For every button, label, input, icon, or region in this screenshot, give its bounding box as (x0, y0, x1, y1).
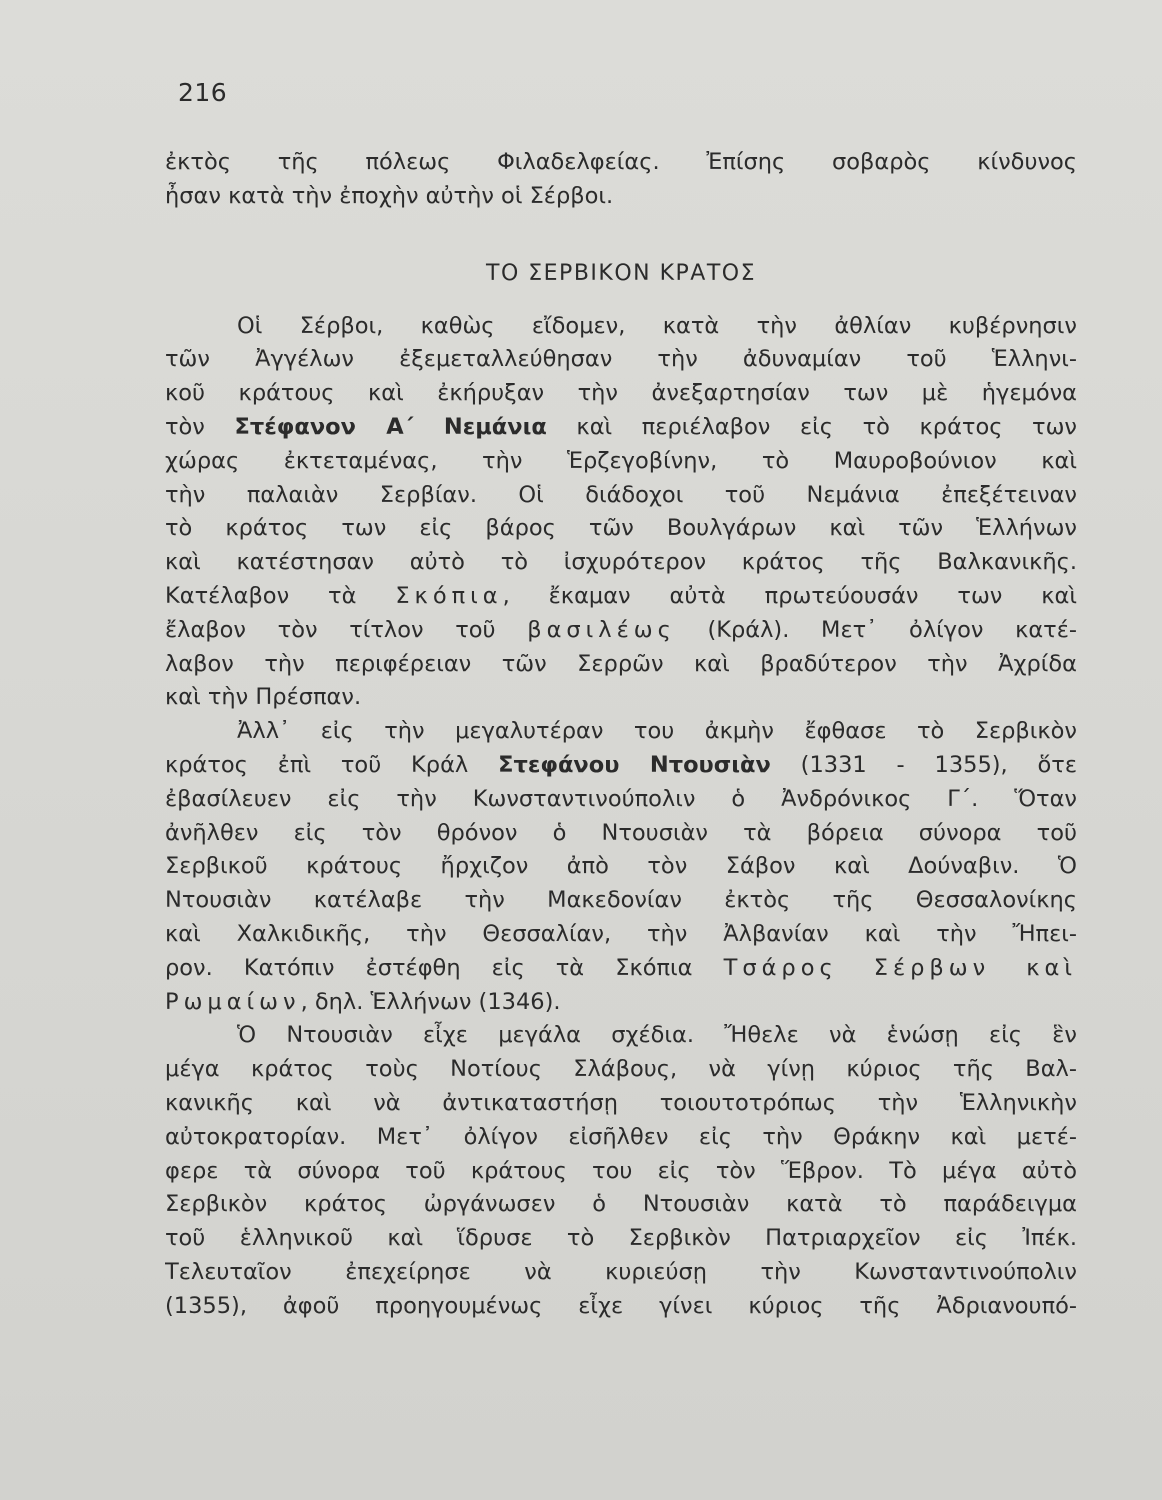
text-fragment: καὶ περιέλαβον εἰς τὸ κράτος των (546, 413, 1077, 440)
text-line: Σερβικὸν κράτος ὠργάνωσεν ὁ Ντουσιὰν κατὰ τὸ παράδειγμα (165, 1191, 1077, 1218)
text-fragment: κράτος ἐπὶ τοῦ Κράλ (165, 751, 499, 778)
text-fragment: (1331 - 1355), ὅτε (770, 751, 1077, 778)
text-fragment: ρον. Κατόπιν ἐστέφθη εἰς τὰ Σκόπια (165, 954, 724, 981)
text-line: Ἀλλ᾽ εἰς τὴν μεγαλυτέραν του ἀκμὴν ἔφθασε τὸ Σερβικὸν (237, 718, 1077, 745)
bold-name: Στέφανον Α΄ Νεμάνια (234, 413, 547, 440)
text-line: ἦσαν κατὰ τὴν ἐποχὴν αὐτὴν οἱ Σέρβοι. (165, 182, 614, 209)
text-line: αὐτοκρατορίαν. Μετ᾽ ὀλίγον εἰσῆλθεν εἰς τὴν Θράκην καὶ μετέ- (165, 1123, 1077, 1150)
text-fragment: τὸν (165, 413, 235, 440)
text-line: τὴν παλαιὰν Σερβίαν. Οἱ διάδοχοι τοῦ Νεμάνια ἐπεξέτειναν (165, 481, 1077, 508)
spaced-word: Ρωμαίων (165, 988, 301, 1015)
text-line: (1355), ἀφοῦ προηγουμένως εἶχε γίνει κύριος τῆς Ἀδριανουπό- (165, 1292, 1077, 1319)
text-fragment: , δηλ. Ἑλλήνων (1346). (300, 988, 561, 1015)
text-line: Οἱ Σέρβοι, καθὼς εἴδομεν, κατὰ τὴν ἀθλίαν κυβέρνησιν (237, 312, 1077, 339)
text-line: Σερβικοῦ κράτους ἤρχιζον ἀπὸ τὸν Σάβον καὶ Δούναβιν. Ὁ (165, 853, 1077, 880)
text-fragment: (Κράλ). Μετ᾽ ὀλίγον κατέ- (675, 616, 1077, 643)
text-line (165, 580, 1077, 614)
text-line: Ὁ Ντουσιὰν εἶχε μεγάλα σχέδια. Ἤθελε νὰ ἑνώσῃ εἰς ἓν (237, 1022, 1077, 1049)
page-number: 216 (178, 78, 228, 107)
text-line: λαβον τὴν περιφέρειαν τῶν Σερρῶν καὶ βραδύτερον τὴν Ἀχρίδα (165, 650, 1077, 677)
spaced-word: βασιλέως (527, 616, 676, 643)
text-line: καὶ κατέστησαν αὐτὸ τὸ ἰσχυρότερον κράτος τῆς Βαλκανικῆς. (165, 549, 1077, 576)
text-line: καὶ Χαλκιδικῆς, τὴν Θεσσαλίαν, τὴν Ἀλβανίαν καὶ τὴν Ἤπει- (165, 920, 1077, 947)
text-line: μέγα κράτος τοὺς Νοτίους Σλάβους, νὰ γίνῃ κύριος τῆς Βαλ- (165, 1056, 1077, 1083)
spaced-word: Σκόπια (395, 582, 503, 609)
text-line: Τελευταῖον ἐπεχείρησε νὰ κυριεύσῃ τὴν Κωνσταντινούπολιν (165, 1258, 1077, 1285)
text-line: Ντουσιὰν κατέλαβε τὴν Μακεδονίαν ἐκτὸς τῆς Θεσσαλονίκης (165, 887, 1077, 914)
text-line: χώρας ἐκτεταμένας, τὴν Ἑρζεγοβίνην, τὸ Μαυροβούνιον καὶ (165, 447, 1077, 474)
text-line: κανικῆς καὶ νὰ ἀντικαταστήσῃ τοιουτοτρόπως τὴν Ἑλληνικὴν (165, 1089, 1077, 1116)
text-fragment: ἔλαβον τὸν τίτλον τοῦ (165, 616, 528, 643)
body-text (165, 146, 1077, 1324)
text-line (165, 986, 1077, 1020)
bold-name: Στεφάνου Ντουσιὰν (498, 751, 771, 778)
text-line: καὶ τὴν Πρέσπαν. (165, 684, 362, 711)
section-heading: ΤΟ ΣΕΡΒΙΚΟΝ ΚΡΑΤΟΣ (486, 260, 756, 286)
text-line: τὸ κράτος των εἰς βάρος τῶν Βουλγάρων καὶ τῶν Ἑλλήνων (165, 515, 1077, 542)
text-line (165, 614, 1077, 648)
text-line: τῶν Ἀγγέλων ἐξεμεταλλεύθησαν τὴν ἀδυναμίαν τοῦ Ἑλληνι- (165, 346, 1077, 373)
spaced-word: Τσάρος Σέρβων καὶ (723, 954, 1077, 981)
text-line: τοῦ ἑλληνικοῦ καὶ ἵδρυσε τὸ Σερβικὸν Πατριαρχεῖον εἰς Ἰπέκ. (165, 1225, 1077, 1252)
text-line: ἐκτὸς τῆς πόλεως Φιλαδελφείας. Ἐπίσης σοβαρὸς κίνδυνος (165, 149, 1077, 175)
text-line: φερε τὰ σύνορα τοῦ κράτους του εἰς τὸν Ἕβρον. Τὸ μέγα αὐτὸ (165, 1157, 1077, 1184)
text-line: κοῦ κράτους καὶ ἐκήρυξαν τὴν ἀνεξαρτησίαν των μὲ ἡγεμόνα (165, 380, 1077, 407)
text-line (165, 749, 1077, 783)
text-line (165, 952, 1077, 986)
text-line (165, 411, 1077, 445)
text-fragment: Κατέλαβον τὰ (165, 582, 396, 609)
text-fragment: , ἔκαμαν αὐτὰ πρωτεύουσάν των καὶ (502, 582, 1077, 609)
text-line: ἐβασίλευεν εἰς τὴν Κωνσταντινούπολιν ὁ Ἀνδρόνικος Γ΄. Ὅταν (165, 785, 1077, 812)
text-line: ἀνῆλθεν εἰς τὸν θρόνον ὁ Ντουσιὰν τὰ βόρεια σύνορα τοῦ (165, 819, 1077, 846)
